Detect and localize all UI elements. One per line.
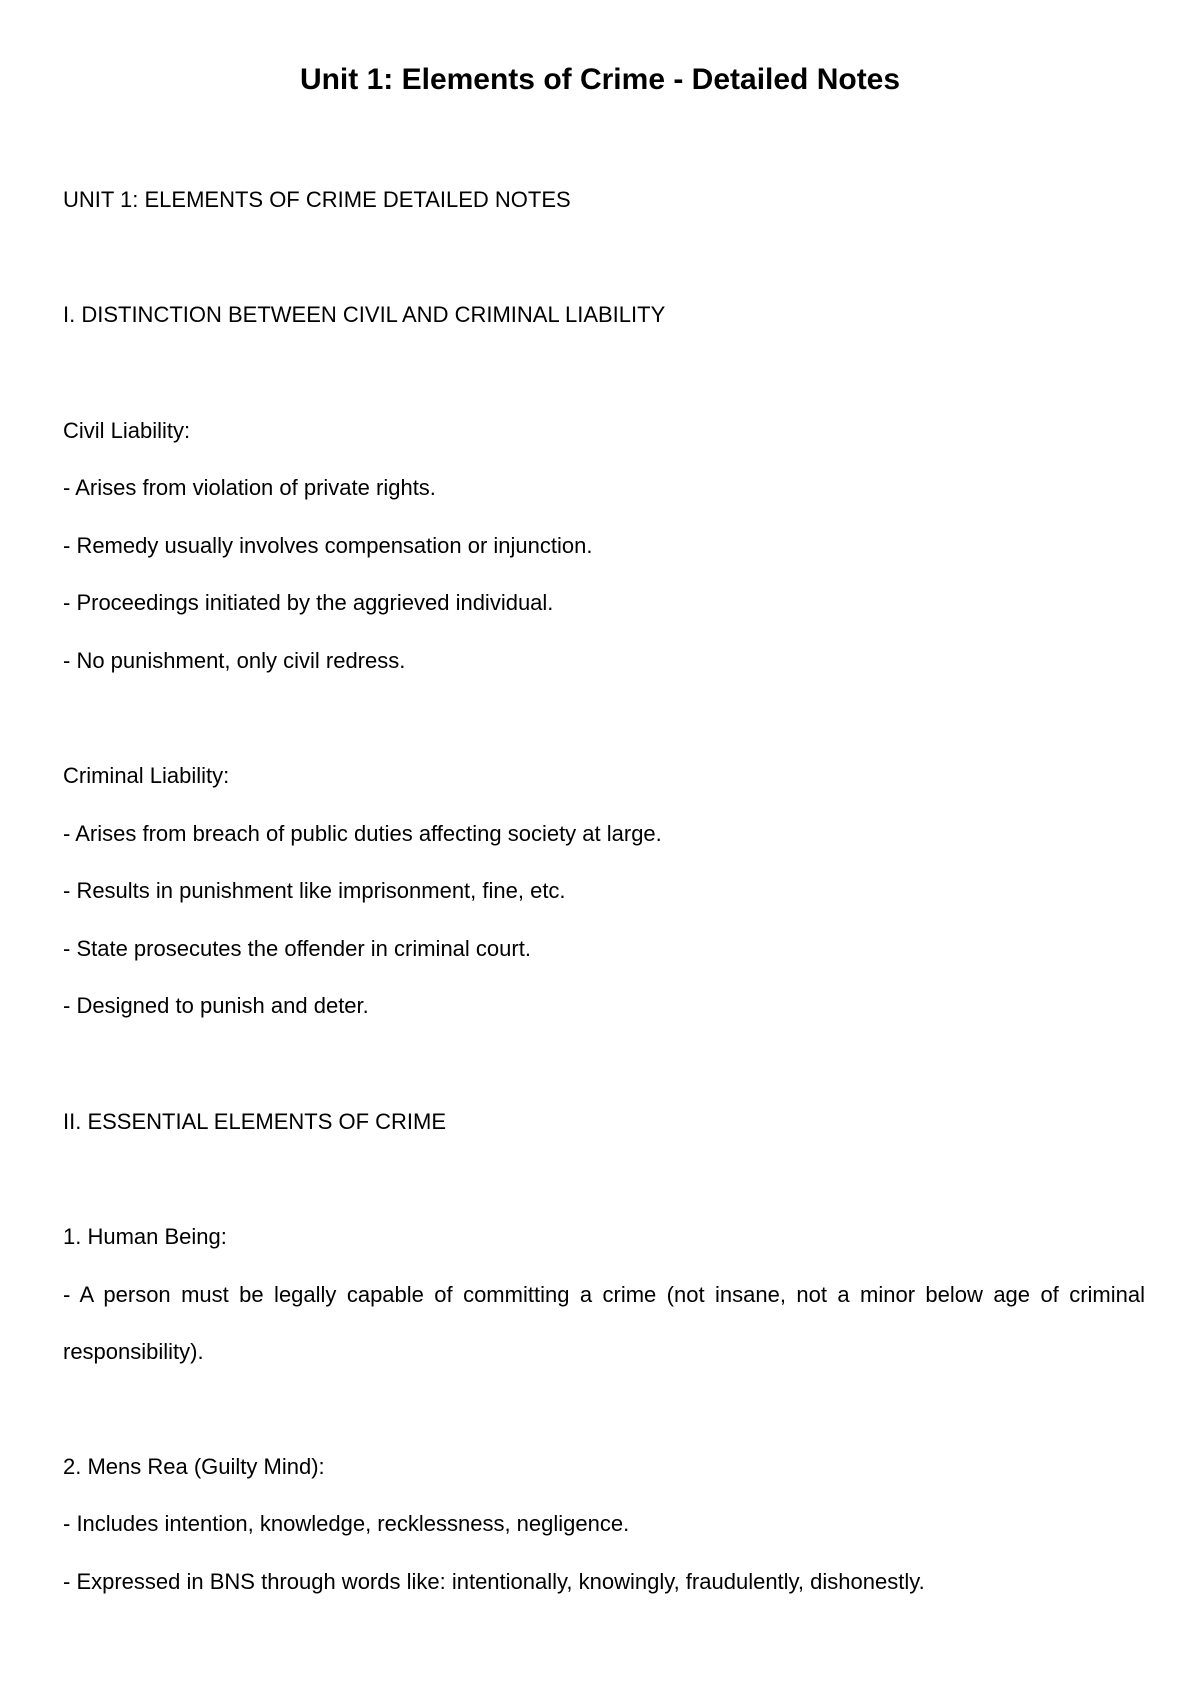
criminal-liability-item: - Results in punishment like imprisonment, fine, etc. <box>63 878 566 903</box>
mens-rea-item: - Includes intention, knowledge, recklessness, negligence. <box>63 1511 630 1536</box>
criminal-liability-label: Criminal Liability: <box>63 763 230 788</box>
criminal-liability-item: - Designed to punish and deter. <box>63 993 369 1018</box>
section-2-heading: II. ESSENTIAL ELEMENTS OF CRIME <box>63 1109 447 1134</box>
human-being-label: 1. Human Being: <box>63 1224 227 1249</box>
civil-liability-label: Civil Liability: <box>63 418 191 443</box>
civil-liability-item: - Arises from violation of private rights. <box>63 475 436 500</box>
mens-rea-item: - Expressed in BNS through words like: intentionally, knowingly, fraudulently, dishonestly. <box>63 1569 925 1594</box>
civil-liability-item: - Remedy usually involves compensation or injunction. <box>63 533 593 558</box>
document-title: Unit 1: Elements of Crime - Detailed Notes <box>299 63 901 96</box>
criminal-liability-item: - Arises from breach of public duties affecting society at large. <box>63 821 662 846</box>
civil-liability-item: - No punishment, only civil redress. <box>63 648 406 673</box>
human-being-text: - A person must be legally capable of committing a crime (not insane, not a minor below age of criminal responsibility). <box>63 1282 1145 1364</box>
criminal-liability-item: - State prosecutes the offender in criminal court. <box>63 936 531 961</box>
section-1-heading: I. DISTINCTION BETWEEN CIVIL AND CRIMINAL LIABILITY <box>63 302 666 327</box>
unit-heading: UNIT 1: ELEMENTS OF CRIME DETAILED NOTES <box>63 187 571 212</box>
mens-rea-label: 2. Mens Rea (Guilty Mind): <box>63 1454 325 1479</box>
civil-liability-item: - Proceedings initiated by the aggrieved individual. <box>63 590 554 615</box>
